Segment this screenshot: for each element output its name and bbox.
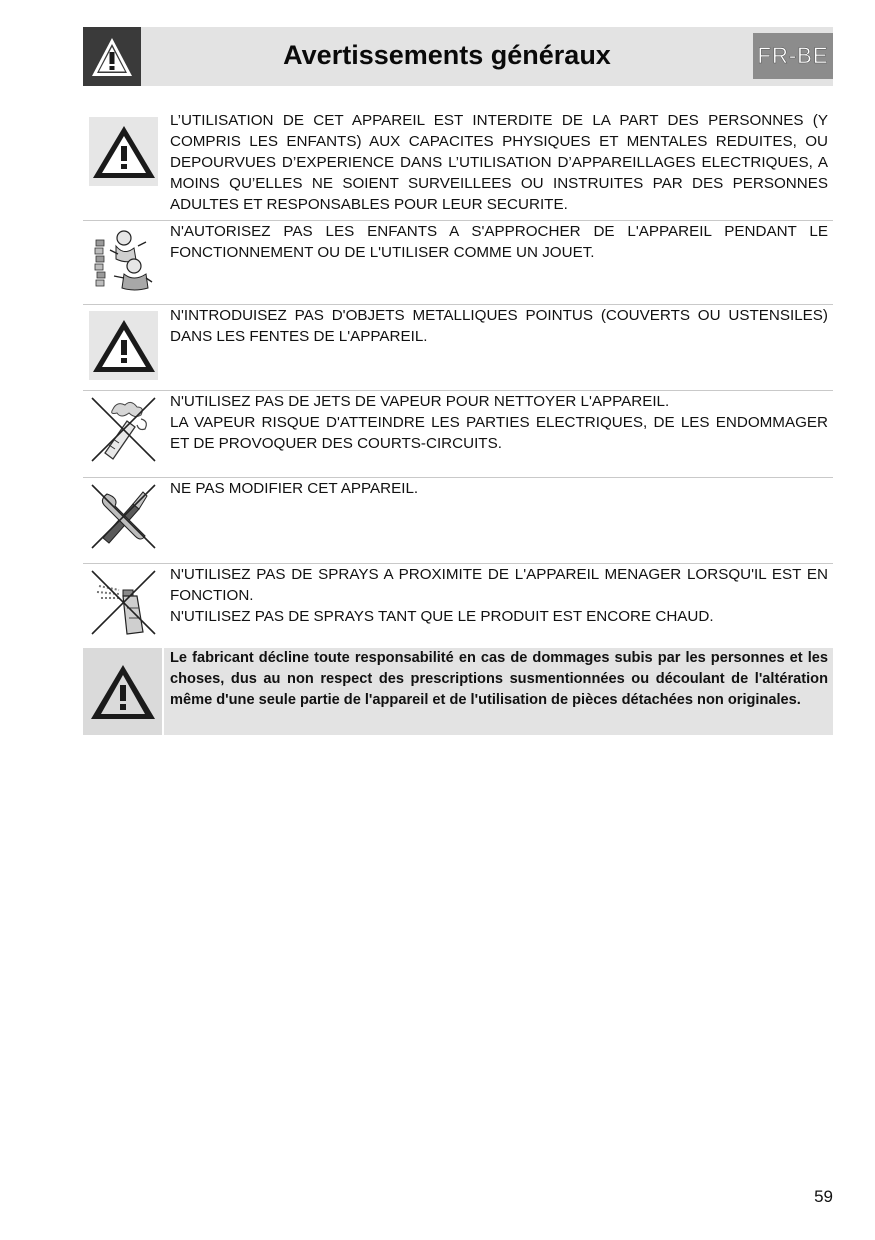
- warning-text-line: N'UTILISEZ PAS DE SPRAYS A PROXIMITE DE L'APPAREIL MENAGER LORSQU'IL EST EN FONCTION.: [170, 566, 828, 604]
- warning-item: [83, 563, 833, 648]
- warning-item: [83, 220, 833, 304]
- disclaimer-box: [83, 648, 833, 735]
- warning-triangle-icon: [83, 648, 164, 735]
- page-number: 59: [814, 1187, 833, 1206]
- page-header: [83, 27, 833, 86]
- language-badge: FR-BE: [753, 33, 833, 79]
- warning-triangle-icon: [89, 117, 158, 186]
- no-spray-icon: [89, 568, 158, 637]
- warning-text: N'INTRODUISEZ PAS D'OBJETS METALLIQUES POINTUS (COUVERTS OU USTENSILES) DANS LES FENTES DE L'APPAREIL.: [170, 307, 828, 345]
- children-playing-icon: [89, 225, 158, 294]
- warning-triangle-icon: [89, 311, 158, 380]
- disclaimer-text: Le fabricant décline toute responsabilité en cas de dommages subis par les personnes et les choses, dus au non respect des prescriptions susmentionnées ou découlant de l'altération même d'une seule partie de l'appareil et de l'utilisation de pièces détachées non originales.: [170, 650, 828, 708]
- warning-item: [83, 477, 833, 563]
- warning-text-line: N'UTILISEZ PAS DE JETS DE VAPEUR POUR NETTOYER L'APPAREIL.: [170, 393, 670, 410]
- warning-text: [170, 564, 828, 627]
- warning-text: L’UTILISATION DE CET APPAREIL EST INTERDITE DE LA PART DES PERSONNES (Y COMPRIS LES ENFANTS) AUX CAPACITES PHYSIQUES ET MENTALES REDUITES, OU DEPOURVUES D’EXPERIENCE DANS L’UTILISATION D’APPAREILLAGES ELECTRIQUES, A MOINS QU’ELLES NE SOIENT SURVEILLEES OU INSTRUITES PAR DES PERSONNES ADULTES ET RESPONSABLES POUR LEUR SECURITE.: [170, 112, 828, 213]
- warning-text-line: N'UTILISEZ PAS DE SPRAYS TANT QUE LE PRODUIT EST ENCORE CHAUD.: [170, 608, 714, 625]
- warning-item: [83, 304, 833, 390]
- warning-text-line: LA VAPEUR RISQUE D'ATTEINDRE LES PARTIES ELECTRIQUES, DE LES ENDOMMAGER ET DE PROVOQUER DES COURTS-CIRCUITS.: [170, 414, 828, 452]
- warning-text: NE PAS MODIFIER CET APPAREIL.: [170, 480, 419, 497]
- no-tools-icon: [89, 482, 158, 551]
- warning-text: N'AUTORISEZ PAS LES ENFANTS A S'APPROCHER DE L'APPAREIL PENDANT LE FONCTIONNEMENT OU DE L'UTILISER COMME UN JOUET.: [170, 223, 828, 261]
- warning-triangle-icon: [83, 27, 141, 86]
- warning-item: [83, 390, 833, 477]
- page-title: Avertissements généraux: [283, 40, 611, 70]
- no-steam-cleaner-icon: [89, 395, 158, 464]
- warning-item: [83, 110, 833, 220]
- warning-text: [170, 391, 828, 454]
